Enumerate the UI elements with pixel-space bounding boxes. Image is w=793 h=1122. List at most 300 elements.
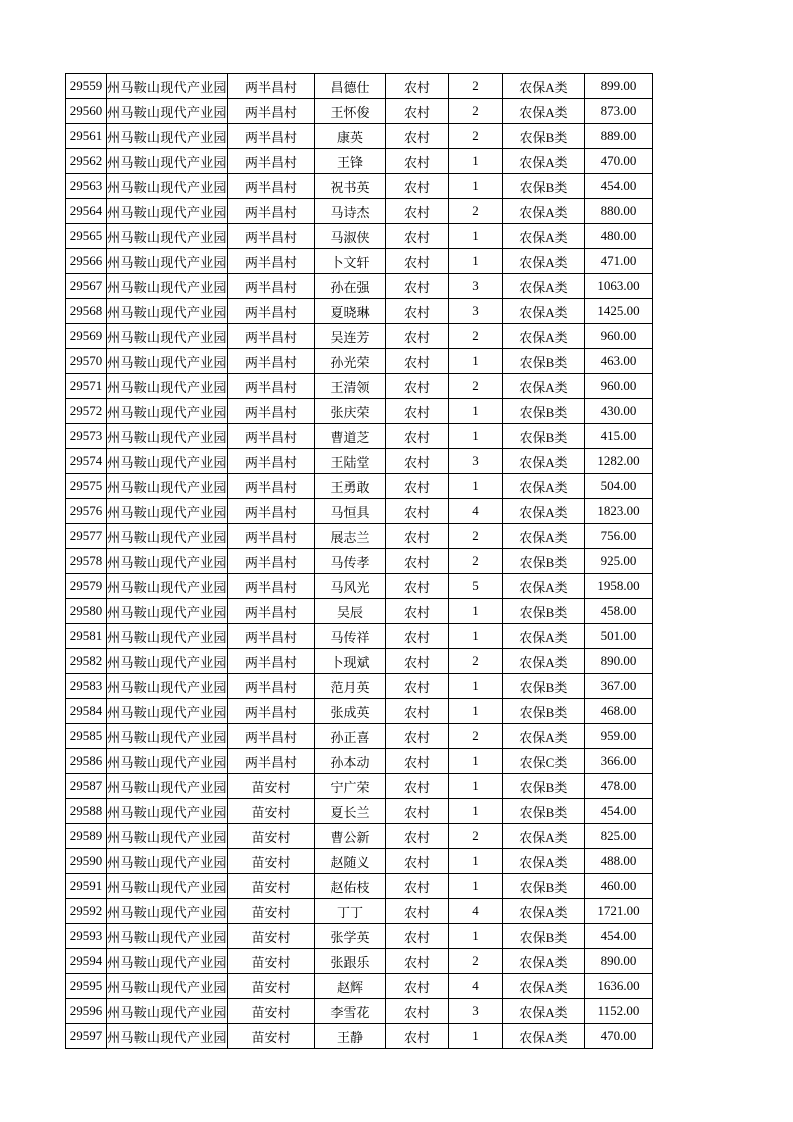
cell-name: 张学英	[315, 924, 386, 949]
cell-name: 范月英	[315, 674, 386, 699]
cell-park: 州马鞍山现代产业园	[107, 599, 228, 624]
cell-village: 两半昌村	[228, 99, 315, 124]
table-row	[66, 874, 653, 899]
cell-park: 州马鞍山现代产业园	[107, 924, 228, 949]
cell-name: 王怀俊	[315, 99, 386, 124]
table-row	[66, 474, 653, 499]
cell-category: 农保C类	[503, 749, 585, 774]
cell-id: 29560	[66, 99, 107, 124]
cell-category: 农保B类	[503, 599, 585, 624]
cell-households: 2	[449, 824, 503, 849]
cell-id: 29576	[66, 499, 107, 524]
cell-name: 王静	[315, 1024, 386, 1049]
table-row	[66, 724, 653, 749]
cell-park: 州马鞍山现代产业园	[107, 399, 228, 424]
table-row	[66, 124, 653, 149]
cell-category: 农保A类	[503, 574, 585, 599]
cell-id: 29592	[66, 899, 107, 924]
cell-name: 康英	[315, 124, 386, 149]
cell-households: 2	[449, 724, 503, 749]
cell-village: 两半昌村	[228, 599, 315, 624]
cell-village: 苗安村	[228, 949, 315, 974]
cell-category: 农保A类	[503, 249, 585, 274]
cell-name: 马恒具	[315, 499, 386, 524]
cell-residence: 农村	[386, 574, 449, 599]
cell-amount: 454.00	[585, 174, 653, 199]
cell-name: 赵随义	[315, 849, 386, 874]
cell-amount: 366.00	[585, 749, 653, 774]
cell-park: 州马鞍山现代产业园	[107, 999, 228, 1024]
cell-households: 2	[449, 124, 503, 149]
cell-amount: 1063.00	[585, 274, 653, 299]
cell-id: 29561	[66, 124, 107, 149]
cell-park: 州马鞍山现代产业园	[107, 249, 228, 274]
cell-residence: 农村	[386, 274, 449, 299]
cell-id: 29564	[66, 199, 107, 224]
cell-park: 州马鞍山现代产业园	[107, 749, 228, 774]
cell-name: 昌德仕	[315, 74, 386, 99]
cell-households: 1	[449, 474, 503, 499]
cell-households: 2	[449, 324, 503, 349]
cell-category: 农保A类	[503, 849, 585, 874]
cell-park: 州马鞍山现代产业园	[107, 699, 228, 724]
cell-residence: 农村	[386, 449, 449, 474]
table-row	[66, 1024, 653, 1049]
cell-households: 4	[449, 974, 503, 999]
cell-park: 州马鞍山现代产业园	[107, 574, 228, 599]
cell-name: 王陆堂	[315, 449, 386, 474]
cell-village: 两半昌村	[228, 399, 315, 424]
cell-category: 农保A类	[503, 974, 585, 999]
cell-name: 李雪花	[315, 999, 386, 1024]
cell-category: 农保B类	[503, 924, 585, 949]
cell-id: 29578	[66, 549, 107, 574]
cell-village: 两半昌村	[228, 299, 315, 324]
cell-village: 苗安村	[228, 899, 315, 924]
table-row	[66, 249, 653, 274]
cell-id: 29571	[66, 374, 107, 399]
cell-amount: 756.00	[585, 524, 653, 549]
cell-residence: 农村	[386, 349, 449, 374]
cell-park: 州马鞍山现代产业园	[107, 624, 228, 649]
cell-name: 卜现斌	[315, 649, 386, 674]
cell-residence: 农村	[386, 974, 449, 999]
cell-id: 29572	[66, 399, 107, 424]
cell-village: 两半昌村	[228, 574, 315, 599]
table-row	[66, 549, 653, 574]
table-row	[66, 999, 653, 1024]
cell-residence: 农村	[386, 149, 449, 174]
cell-id: 29573	[66, 424, 107, 449]
cell-amount: 1152.00	[585, 999, 653, 1024]
cell-category: 农保B类	[503, 174, 585, 199]
cell-residence: 农村	[386, 899, 449, 924]
cell-category: 农保A类	[503, 199, 585, 224]
cell-households: 1	[449, 1024, 503, 1049]
cell-village: 两半昌村	[228, 499, 315, 524]
cell-households: 5	[449, 574, 503, 599]
table-row	[66, 349, 653, 374]
cell-category: 农保B类	[503, 774, 585, 799]
cell-category: 农保B类	[503, 874, 585, 899]
cell-id: 29586	[66, 749, 107, 774]
cell-park: 州马鞍山现代产业园	[107, 674, 228, 699]
cell-id: 29570	[66, 349, 107, 374]
cell-amount: 959.00	[585, 724, 653, 749]
cell-name: 夏晓琳	[315, 299, 386, 324]
cell-households: 1	[449, 624, 503, 649]
cell-name: 王锋	[315, 149, 386, 174]
cell-park: 州马鞍山现代产业园	[107, 499, 228, 524]
table-row	[66, 749, 653, 774]
table-row	[66, 224, 653, 249]
cell-park: 州马鞍山现代产业园	[107, 724, 228, 749]
cell-households: 2	[449, 549, 503, 574]
cell-residence: 农村	[386, 374, 449, 399]
cell-id: 29589	[66, 824, 107, 849]
cell-name: 孙正喜	[315, 724, 386, 749]
cell-amount: 454.00	[585, 924, 653, 949]
cell-amount: 471.00	[585, 249, 653, 274]
cell-park: 州马鞍山现代产业园	[107, 124, 228, 149]
cell-amount: 1636.00	[585, 974, 653, 999]
cell-id: 29594	[66, 949, 107, 974]
cell-id: 29566	[66, 249, 107, 274]
cell-amount: 463.00	[585, 349, 653, 374]
cell-name: 祝书英	[315, 174, 386, 199]
cell-amount: 504.00	[585, 474, 653, 499]
cell-amount: 1721.00	[585, 899, 653, 924]
cell-category: 农保B类	[503, 549, 585, 574]
cell-id: 29568	[66, 299, 107, 324]
cell-category: 农保A类	[503, 1024, 585, 1049]
cell-village: 苗安村	[228, 774, 315, 799]
cell-park: 州马鞍山现代产业园	[107, 199, 228, 224]
cell-residence: 农村	[386, 624, 449, 649]
cell-residence: 农村	[386, 949, 449, 974]
table-row	[66, 174, 653, 199]
cell-id: 29579	[66, 574, 107, 599]
table-row	[66, 74, 653, 99]
table-row	[66, 649, 653, 674]
cell-residence: 农村	[386, 99, 449, 124]
cell-id: 29584	[66, 699, 107, 724]
cell-village: 苗安村	[228, 974, 315, 999]
cell-amount: 367.00	[585, 674, 653, 699]
table-row	[66, 674, 653, 699]
cell-id: 29580	[66, 599, 107, 624]
cell-amount: 470.00	[585, 1024, 653, 1049]
cell-households: 1	[449, 224, 503, 249]
cell-amount: 889.00	[585, 124, 653, 149]
table-row	[66, 924, 653, 949]
cell-park: 州马鞍山现代产业园	[107, 449, 228, 474]
cell-amount: 1282.00	[585, 449, 653, 474]
cell-village: 两半昌村	[228, 324, 315, 349]
cell-residence: 农村	[386, 999, 449, 1024]
cell-amount: 1958.00	[585, 574, 653, 599]
cell-category: 农保A类	[503, 524, 585, 549]
cell-id: 29587	[66, 774, 107, 799]
cell-village: 两半昌村	[228, 699, 315, 724]
cell-park: 州马鞍山现代产业园	[107, 949, 228, 974]
cell-village: 苗安村	[228, 924, 315, 949]
cell-households: 1	[449, 424, 503, 449]
cell-residence: 农村	[386, 824, 449, 849]
cell-households: 1	[449, 599, 503, 624]
cell-name: 马传孝	[315, 549, 386, 574]
cell-park: 州马鞍山现代产业园	[107, 149, 228, 174]
cell-residence: 农村	[386, 874, 449, 899]
cell-park: 州马鞍山现代产业园	[107, 474, 228, 499]
cell-category: 农保A类	[503, 99, 585, 124]
cell-park: 州马鞍山现代产业园	[107, 174, 228, 199]
cell-residence: 农村	[386, 799, 449, 824]
cell-name: 马风光	[315, 574, 386, 599]
cell-residence: 农村	[386, 774, 449, 799]
cell-households: 1	[449, 399, 503, 424]
cell-category: 农保B类	[503, 424, 585, 449]
cell-name: 张成英	[315, 699, 386, 724]
cell-name: 孙本动	[315, 749, 386, 774]
cell-category: 农保A类	[503, 624, 585, 649]
cell-village: 两半昌村	[228, 274, 315, 299]
cell-village: 苗安村	[228, 1024, 315, 1049]
cell-amount: 480.00	[585, 224, 653, 249]
cell-village: 两半昌村	[228, 74, 315, 99]
cell-households: 1	[449, 349, 503, 374]
cell-id: 29591	[66, 874, 107, 899]
cell-households: 2	[449, 374, 503, 399]
cell-park: 州马鞍山现代产业园	[107, 874, 228, 899]
cell-park: 州马鞍山现代产业园	[107, 424, 228, 449]
cell-park: 州马鞍山现代产业园	[107, 324, 228, 349]
table-row	[66, 574, 653, 599]
cell-category: 农保A类	[503, 474, 585, 499]
cell-id: 29563	[66, 174, 107, 199]
cell-households: 2	[449, 199, 503, 224]
table-row	[66, 799, 653, 824]
cell-category: 农保B类	[503, 699, 585, 724]
cell-name: 马诗杰	[315, 199, 386, 224]
cell-village: 两半昌村	[228, 349, 315, 374]
cell-name: 吴连芳	[315, 324, 386, 349]
cell-households: 1	[449, 174, 503, 199]
cell-households: 3	[449, 274, 503, 299]
cell-village: 两半昌村	[228, 524, 315, 549]
cell-category: 农保A类	[503, 274, 585, 299]
cell-category: 农保B类	[503, 399, 585, 424]
cell-park: 州马鞍山现代产业园	[107, 849, 228, 874]
cell-amount: 501.00	[585, 624, 653, 649]
cell-residence: 农村	[386, 849, 449, 874]
cell-name: 曹道芝	[315, 424, 386, 449]
cell-id: 29574	[66, 449, 107, 474]
table-row	[66, 374, 653, 399]
cell-village: 两半昌村	[228, 724, 315, 749]
cell-households: 4	[449, 499, 503, 524]
cell-amount: 470.00	[585, 149, 653, 174]
cell-village: 两半昌村	[228, 374, 315, 399]
cell-village: 两半昌村	[228, 474, 315, 499]
cell-amount: 468.00	[585, 699, 653, 724]
cell-households: 2	[449, 649, 503, 674]
cell-park: 州马鞍山现代产业园	[107, 99, 228, 124]
table-row	[66, 849, 653, 874]
cell-residence: 农村	[386, 174, 449, 199]
cell-category: 农保A类	[503, 449, 585, 474]
cell-category: 农保A类	[503, 899, 585, 924]
cell-households: 1	[449, 874, 503, 899]
cell-residence: 农村	[386, 724, 449, 749]
cell-category: 农保A类	[503, 149, 585, 174]
cell-id: 29562	[66, 149, 107, 174]
cell-amount: 880.00	[585, 199, 653, 224]
cell-village: 两半昌村	[228, 124, 315, 149]
cell-village: 两半昌村	[228, 174, 315, 199]
cell-amount: 960.00	[585, 374, 653, 399]
cell-households: 4	[449, 899, 503, 924]
cell-amount: 488.00	[585, 849, 653, 874]
cell-residence: 农村	[386, 124, 449, 149]
cell-category: 农保A类	[503, 224, 585, 249]
cell-residence: 农村	[386, 524, 449, 549]
table-row	[66, 324, 653, 349]
cell-name: 卜文轩	[315, 249, 386, 274]
cell-households: 1	[449, 749, 503, 774]
cell-category: 农保A类	[503, 649, 585, 674]
cell-name: 赵佑枝	[315, 874, 386, 899]
cell-village: 两半昌村	[228, 674, 315, 699]
cell-id: 29575	[66, 474, 107, 499]
table-body	[66, 74, 653, 1049]
cell-id: 29588	[66, 799, 107, 824]
cell-category: 农保A类	[503, 324, 585, 349]
cell-village: 两半昌村	[228, 649, 315, 674]
table-row	[66, 599, 653, 624]
cell-residence: 农村	[386, 674, 449, 699]
cell-households: 2	[449, 74, 503, 99]
cell-residence: 农村	[386, 1024, 449, 1049]
cell-name: 展志兰	[315, 524, 386, 549]
cell-park: 州马鞍山现代产业园	[107, 299, 228, 324]
cell-residence: 农村	[386, 324, 449, 349]
cell-households: 2	[449, 949, 503, 974]
cell-residence: 农村	[386, 199, 449, 224]
cell-name: 曹公新	[315, 824, 386, 849]
cell-park: 州马鞍山现代产业园	[107, 824, 228, 849]
cell-park: 州马鞍山现代产业园	[107, 799, 228, 824]
cell-category: 农保A类	[503, 74, 585, 99]
cell-id: 29583	[66, 674, 107, 699]
cell-name: 吴辰	[315, 599, 386, 624]
table-row	[66, 399, 653, 424]
cell-residence: 农村	[386, 599, 449, 624]
cell-amount: 1823.00	[585, 499, 653, 524]
table-row	[66, 824, 653, 849]
cell-residence: 农村	[386, 299, 449, 324]
cell-village: 两半昌村	[228, 749, 315, 774]
cell-residence: 农村	[386, 424, 449, 449]
cell-category: 农保A类	[503, 299, 585, 324]
cell-households: 1	[449, 674, 503, 699]
cell-id: 29581	[66, 624, 107, 649]
cell-category: 农保B类	[503, 124, 585, 149]
table-row	[66, 949, 653, 974]
cell-residence: 农村	[386, 474, 449, 499]
cell-households: 1	[449, 849, 503, 874]
cell-id: 29590	[66, 849, 107, 874]
cell-id: 29569	[66, 324, 107, 349]
cell-village: 两半昌村	[228, 424, 315, 449]
cell-village: 苗安村	[228, 999, 315, 1024]
cell-id: 29567	[66, 274, 107, 299]
cell-village: 两半昌村	[228, 549, 315, 574]
table-row	[66, 424, 653, 449]
cell-households: 1	[449, 774, 503, 799]
cell-amount: 415.00	[585, 424, 653, 449]
cell-residence: 农村	[386, 924, 449, 949]
cell-id: 29585	[66, 724, 107, 749]
cell-category: 农保B类	[503, 674, 585, 699]
cell-category: 农保A类	[503, 374, 585, 399]
cell-amount: 454.00	[585, 799, 653, 824]
cell-amount: 890.00	[585, 949, 653, 974]
cell-park: 州马鞍山现代产业园	[107, 974, 228, 999]
cell-amount: 430.00	[585, 399, 653, 424]
cell-name: 张庆荣	[315, 399, 386, 424]
table-row	[66, 449, 653, 474]
cell-id: 29577	[66, 524, 107, 549]
cell-households: 3	[449, 299, 503, 324]
cell-village: 苗安村	[228, 824, 315, 849]
cell-residence: 农村	[386, 699, 449, 724]
cell-households: 2	[449, 524, 503, 549]
cell-village: 苗安村	[228, 874, 315, 899]
cell-name: 宁广荣	[315, 774, 386, 799]
cell-park: 州马鞍山现代产业园	[107, 1024, 228, 1049]
cell-amount: 960.00	[585, 324, 653, 349]
cell-village: 两半昌村	[228, 149, 315, 174]
cell-name: 马淑侠	[315, 224, 386, 249]
cell-name: 夏长兰	[315, 799, 386, 824]
cell-households: 2	[449, 99, 503, 124]
cell-village: 两半昌村	[228, 199, 315, 224]
cell-park: 州马鞍山现代产业园	[107, 349, 228, 374]
cell-category: 农保A类	[503, 499, 585, 524]
cell-village: 苗安村	[228, 799, 315, 824]
cell-amount: 1425.00	[585, 299, 653, 324]
table-row	[66, 524, 653, 549]
table-row	[66, 974, 653, 999]
cell-name: 马传祥	[315, 624, 386, 649]
table-row	[66, 499, 653, 524]
cell-residence: 农村	[386, 649, 449, 674]
table-row	[66, 149, 653, 174]
cell-name: 张跟乐	[315, 949, 386, 974]
benefits-roster-table	[65, 73, 653, 1049]
table-row	[66, 774, 653, 799]
cell-category: 农保B类	[503, 799, 585, 824]
cell-park: 州马鞍山现代产业园	[107, 549, 228, 574]
cell-park: 州马鞍山现代产业园	[107, 74, 228, 99]
cell-residence: 农村	[386, 399, 449, 424]
cell-park: 州马鞍山现代产业园	[107, 899, 228, 924]
cell-id: 29595	[66, 974, 107, 999]
cell-households: 1	[449, 799, 503, 824]
cell-name: 王勇敢	[315, 474, 386, 499]
cell-name: 赵辉	[315, 974, 386, 999]
